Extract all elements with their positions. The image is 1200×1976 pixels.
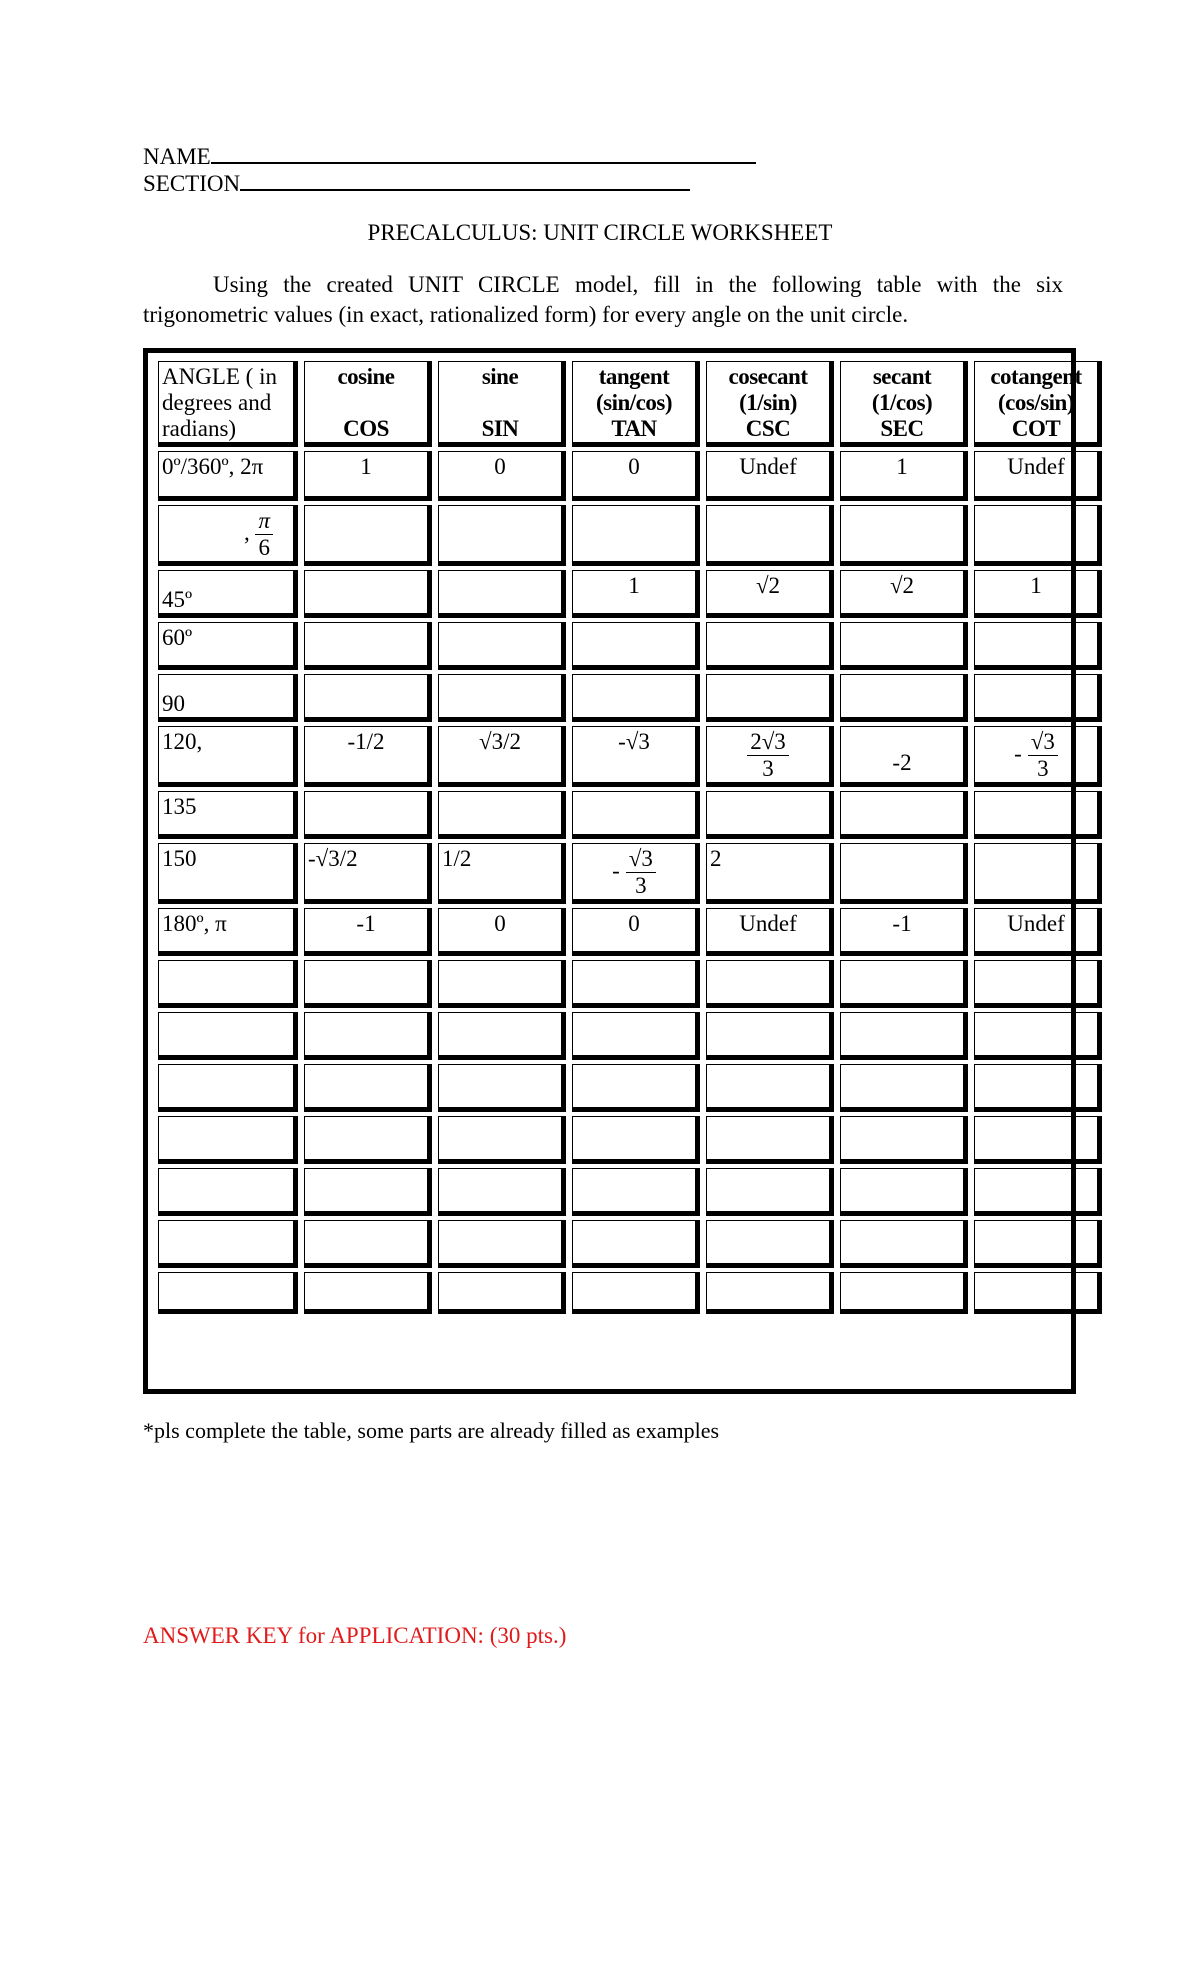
csc-fraction <box>747 729 789 782</box>
completion-note: *pls complete the table, some parts are already filled as examples <box>143 1418 720 1443</box>
tan-cell[interactable] <box>572 960 700 1008</box>
cot-cell[interactable] <box>974 1220 1102 1268</box>
fraction-denominator: 3 <box>762 756 774 781</box>
sin-cell[interactable] <box>438 1012 566 1060</box>
name-line <box>143 142 756 170</box>
trig-table <box>143 348 1082 1394</box>
csc-cell[interactable] <box>706 622 834 670</box>
header-tan <box>572 361 700 447</box>
csc-cell[interactable]: √2 <box>706 570 834 618</box>
angle-cell[interactable] <box>158 1064 298 1112</box>
header-abbrev: SEC <box>880 416 924 441</box>
cos-cell[interactable]: -1 <box>304 908 432 956</box>
sec-cell[interactable]: 1 <box>840 451 968 501</box>
sec-cell[interactable] <box>840 791 968 839</box>
table-row <box>158 570 1102 618</box>
csc-cell[interactable]: 2 <box>706 843 834 904</box>
csc-cell[interactable] <box>706 1116 834 1164</box>
angle-header: ANGLE ( in degrees and radians) <box>158 361 298 447</box>
header-csc <box>706 361 834 447</box>
sin-cell[interactable] <box>438 1272 566 1314</box>
cot-cell[interactable]: Undef <box>974 451 1102 501</box>
angle-cell: 150 <box>158 843 298 904</box>
cot-cell[interactable] <box>974 1064 1102 1112</box>
sec-cell[interactable] <box>840 674 968 722</box>
minus-sign: - <box>612 857 620 883</box>
instructions-text: Using the created UNIT CIRCLE model, fill in the following table with the six trigonometric values (in exact, rationalized form) for every angle on the unit circle. <box>143 272 1063 327</box>
cot-cell[interactable] <box>974 960 1102 1008</box>
table-row <box>158 960 1102 1008</box>
tan-cell[interactable]: 0 <box>572 451 700 501</box>
cos-cell[interactable]: 1 <box>304 451 432 501</box>
angle-cell: 120, <box>158 726 298 787</box>
angle-cell: 60º <box>158 622 298 670</box>
table-row <box>158 674 1102 722</box>
sin-cell[interactable]: 1/2 <box>438 843 566 904</box>
section-field[interactable] <box>240 169 690 191</box>
cos-cell[interactable] <box>304 1168 432 1216</box>
csc-cell[interactable] <box>706 505 834 566</box>
fraction-denominator: 3 <box>1037 756 1049 781</box>
minus-sign: - <box>1014 740 1022 766</box>
csc-cell[interactable]: Undef <box>706 451 834 501</box>
table-row <box>158 1272 1102 1314</box>
header-line: cotangent <box>990 364 1082 389</box>
header-cot <box>974 361 1102 447</box>
angle-cell: 90 <box>158 674 298 722</box>
header-abbrev: CSC <box>745 416 791 441</box>
table-row <box>158 1012 1102 1060</box>
tan-cell[interactable] <box>572 1168 700 1216</box>
sin-cell[interactable] <box>438 1116 566 1164</box>
fraction-numerator: 2√3 <box>747 729 789 756</box>
sec-cell[interactable]: -1 <box>840 908 968 956</box>
header-line <box>442 390 558 416</box>
tan-fraction <box>626 846 656 899</box>
tan-cell[interactable] <box>572 505 700 566</box>
csc-cell[interactable] <box>706 960 834 1008</box>
cot-cell[interactable] <box>974 1168 1102 1216</box>
instructions <box>143 270 1063 330</box>
table-row <box>158 451 1102 501</box>
tan-cell[interactable] <box>572 1220 700 1268</box>
sin-cell[interactable] <box>438 674 566 722</box>
table-row <box>158 791 1102 839</box>
sin-cell[interactable]: 0 <box>438 908 566 956</box>
name-field[interactable] <box>211 142 756 164</box>
angle-cell: 45º <box>158 570 298 618</box>
fraction-numerator: π <box>258 508 270 533</box>
angle-cell: 135 <box>158 791 298 839</box>
header-line: tangent <box>598 364 670 389</box>
cot-cell[interactable] <box>974 1272 1102 1314</box>
sin-cell[interactable] <box>438 1168 566 1216</box>
header-line: (sin/cos) <box>596 390 672 415</box>
cos-cell[interactable] <box>304 1220 432 1268</box>
cot-fraction <box>1028 729 1058 782</box>
cot-cell[interactable] <box>974 505 1102 566</box>
cos-cell[interactable] <box>304 1064 432 1112</box>
cot-cell[interactable] <box>974 1012 1102 1060</box>
section-label: SECTION <box>143 171 241 196</box>
sec-cell[interactable]: √2 <box>840 570 968 618</box>
table-row <box>158 908 1102 956</box>
header-line <box>308 390 424 416</box>
sec-cell[interactable] <box>840 505 968 566</box>
header-line: (cos/sin) <box>998 390 1074 415</box>
tan-cell[interactable] <box>572 1064 700 1112</box>
tan-cell[interactable]: -√3 <box>572 726 700 787</box>
cos-cell[interactable] <box>304 622 432 670</box>
header-line: cosecant <box>728 364 808 389</box>
cot-cell[interactable] <box>974 1116 1102 1164</box>
csc-cell[interactable] <box>706 1064 834 1112</box>
csc-cell[interactable] <box>706 674 834 722</box>
sin-cell[interactable] <box>438 960 566 1008</box>
fraction-denominator: 3 <box>635 873 647 898</box>
header-line: secant <box>872 364 932 389</box>
angle-comma: , <box>243 519 250 545</box>
header-cos <box>304 361 432 447</box>
sec-cell[interactable] <box>840 1012 968 1060</box>
angle-cell[interactable] <box>158 1012 298 1060</box>
sin-cell[interactable] <box>438 622 566 670</box>
cot-cell[interactable] <box>974 674 1102 722</box>
angle-cell[interactable] <box>158 1116 298 1164</box>
angle-cell: 180º, π <box>158 908 298 956</box>
table-row <box>158 622 1102 670</box>
csc-cell[interactable] <box>706 1272 834 1314</box>
sin-cell[interactable] <box>438 1220 566 1268</box>
sec-cell[interactable] <box>840 1168 968 1216</box>
tan-cell[interactable] <box>572 1116 700 1164</box>
header-line: cosine <box>337 364 395 389</box>
cos-cell[interactable] <box>304 791 432 839</box>
answer-key-heading: ANSWER KEY for APPLICATION: (30 pts.) <box>143 1623 567 1648</box>
cos-cell[interactable] <box>304 505 432 566</box>
tan-cell[interactable] <box>572 791 700 839</box>
csc-cell[interactable] <box>706 1220 834 1268</box>
table-row <box>158 1116 1102 1164</box>
angle-cell <box>158 505 298 566</box>
header-abbrev: TAN <box>611 416 657 441</box>
cos-cell[interactable] <box>304 570 432 618</box>
tan-cell[interactable]: 1 <box>572 570 700 618</box>
header-line: sine <box>481 364 519 389</box>
cot-cell[interactable] <box>974 843 1102 904</box>
header-abbrev: SIN <box>481 416 519 441</box>
sin-cell[interactable] <box>438 570 566 618</box>
cot-cell[interactable] <box>974 622 1102 670</box>
table-row <box>158 843 1102 904</box>
cos-cell[interactable] <box>304 960 432 1008</box>
angle-cell[interactable] <box>158 1220 298 1268</box>
sec-cell[interactable] <box>840 1116 968 1164</box>
angle-fraction <box>255 508 273 561</box>
sec-cell[interactable] <box>840 622 968 670</box>
fraction-numerator: √3 <box>626 846 656 873</box>
table-row <box>158 1220 1102 1268</box>
cot-cell[interactable] <box>974 791 1102 839</box>
header-abbrev: COS <box>343 416 389 441</box>
section-line <box>143 169 690 197</box>
header-sec <box>840 361 968 447</box>
tan-cell[interactable] <box>572 622 700 670</box>
sec-cell[interactable] <box>840 1272 968 1314</box>
header-row <box>158 361 1102 447</box>
sec-cell[interactable] <box>840 1220 968 1268</box>
tan-cell[interactable] <box>572 674 700 722</box>
csc-cell[interactable] <box>706 1012 834 1060</box>
angle-cell[interactable] <box>158 1272 298 1314</box>
cos-cell[interactable] <box>304 1116 432 1164</box>
header-sin <box>438 361 566 447</box>
header-line: (1/cos) <box>871 390 933 415</box>
angle-cell[interactable] <box>158 1168 298 1216</box>
angle-cell[interactable] <box>158 960 298 1008</box>
cos-cell[interactable] <box>304 1272 432 1314</box>
csc-cell[interactable] <box>706 726 834 787</box>
cot-cell[interactable]: Undef <box>974 908 1102 956</box>
csc-cell[interactable] <box>706 1168 834 1216</box>
sin-cell[interactable] <box>438 1064 566 1112</box>
tan-cell[interactable] <box>572 1272 700 1314</box>
table-row <box>158 505 1102 566</box>
cot-cell[interactable]: 1 <box>974 570 1102 618</box>
csc-cell[interactable] <box>706 791 834 839</box>
header-line: (1/sin) <box>739 390 797 415</box>
csc-cell[interactable]: Undef <box>706 908 834 956</box>
cos-cell[interactable] <box>304 674 432 722</box>
name-label: NAME <box>143 144 211 169</box>
sin-cell[interactable]: √3/2 <box>438 726 566 787</box>
table-row <box>158 726 1102 787</box>
table-row <box>158 1168 1102 1216</box>
fraction-numerator: √3 <box>1028 729 1058 756</box>
sec-cell[interactable] <box>840 843 968 904</box>
header-abbrev: COT <box>1011 416 1061 441</box>
cos-cell[interactable]: -1/2 <box>304 726 432 787</box>
cos-cell[interactable]: -√3/2 <box>304 843 432 904</box>
sec-cell[interactable] <box>840 960 968 1008</box>
tan-cell[interactable] <box>572 843 700 904</box>
sec-cell[interactable]: -2 <box>840 726 968 787</box>
table-row <box>158 1064 1102 1112</box>
sin-cell[interactable] <box>438 791 566 839</box>
worksheet-title: PRECALCULUS: UNIT CIRCLE WORKSHEET <box>367 220 833 245</box>
cos-cell[interactable] <box>304 1012 432 1060</box>
fraction-denominator: 6 <box>255 534 273 561</box>
sec-cell[interactable] <box>840 1064 968 1112</box>
angle-cell: 0º/360º, 2π <box>158 451 298 501</box>
sin-cell[interactable] <box>438 505 566 566</box>
tan-cell[interactable] <box>572 1012 700 1060</box>
tan-cell[interactable]: 0 <box>572 908 700 956</box>
sin-cell[interactable]: 0 <box>438 451 566 501</box>
cot-cell[interactable] <box>974 726 1102 787</box>
